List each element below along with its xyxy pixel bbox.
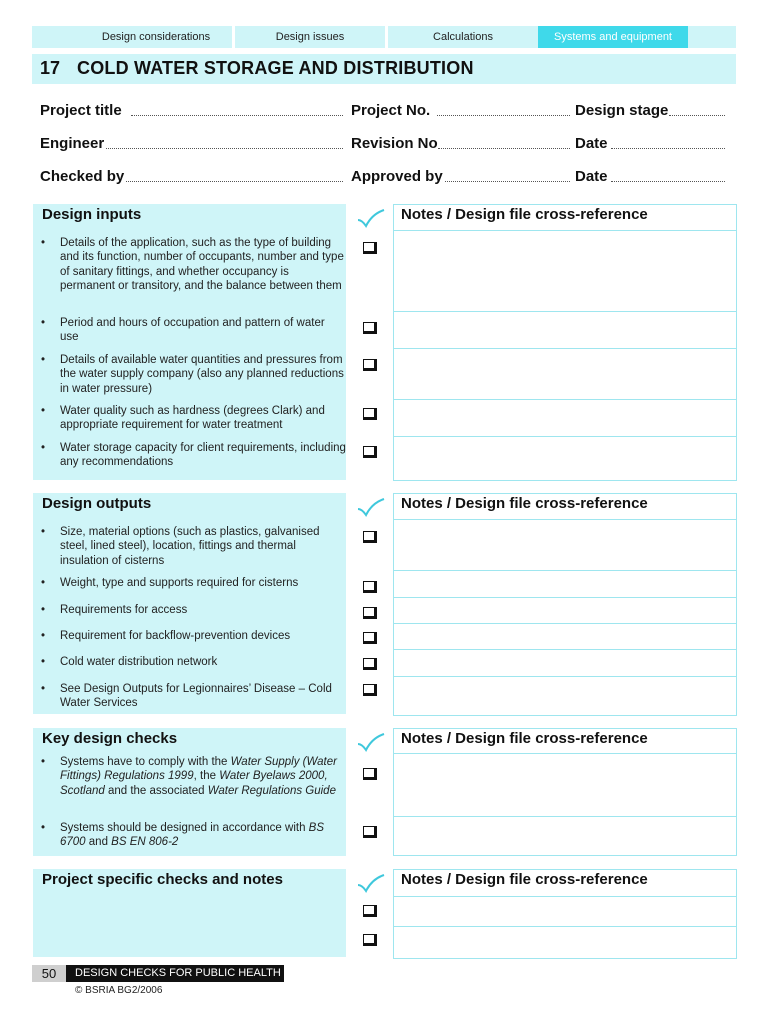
approved-by-label: Approved by — [351, 168, 443, 185]
checkbox[interactable] — [363, 632, 377, 644]
checkbox[interactable] — [363, 408, 377, 420]
notes-cell[interactable] — [394, 570, 736, 597]
revision-no-label: Revision No — [351, 135, 438, 152]
date-approved-field[interactable] — [611, 181, 725, 182]
notes-cell[interactable] — [394, 753, 736, 816]
tab-design-issues[interactable]: Design issues — [232, 26, 385, 48]
notes-heading: Notes / Design file cross-reference — [401, 206, 648, 223]
page-title-bar — [32, 54, 736, 84]
checkbox[interactable] — [363, 446, 377, 458]
checked-by-field[interactable] — [126, 181, 343, 182]
checkmark-icon — [356, 208, 386, 228]
checkmark-icon — [356, 873, 386, 893]
notes-cell[interactable] — [394, 816, 736, 856]
checkbox[interactable] — [363, 531, 377, 543]
tab-calculations[interactable]: Calculations — [385, 26, 538, 48]
date-field[interactable] — [611, 148, 725, 149]
notes-heading: Notes / Design file cross-reference — [401, 495, 648, 512]
date-label: Date — [575, 135, 608, 152]
checkbox[interactable] — [363, 684, 377, 696]
copyright: © BSRIA BG2/2006 — [75, 985, 163, 996]
notes-cell[interactable] — [394, 896, 736, 926]
notes-cell[interactable] — [394, 519, 736, 570]
engineer-label: Engineer — [40, 135, 105, 152]
section-tabs — [32, 26, 736, 48]
checkbox[interactable] — [363, 905, 377, 917]
tab-systems-and-equipment[interactable]: Systems and equipment — [538, 26, 688, 48]
checkbox[interactable] — [363, 934, 377, 946]
notes-heading: Notes / Design file cross-reference — [401, 730, 648, 747]
design-stage-field[interactable] — [669, 115, 725, 116]
notes-cell[interactable] — [394, 399, 736, 436]
checkbox[interactable] — [363, 581, 377, 593]
project-specific-notes — [393, 869, 737, 959]
design-inputs-panel: Design inputs • Details of the application, such as the type of building and its function, number of occupants, number and type of sanitary fittings, and whether occupancy is permanent or transitory, and the balance between them • Period and hours of occupation and pattern of water use • Details of available water quantities and pressures from the water supply company (also any planned reductions in water pressure) • Water quality such as hardness (degrees Clark) and appropriate requirement for water treatment • Water storage capacity for client requirements, including any recommendations — [33, 204, 346, 480]
notes-cell[interactable] — [394, 926, 736, 959]
notes-cell[interactable] — [394, 436, 736, 481]
checkmark-icon — [356, 732, 386, 752]
notes-cell[interactable] — [394, 597, 736, 623]
page-title: COLD WATER STORAGE AND DISTRIBUTION — [77, 58, 474, 78]
project-specific-panel — [33, 869, 346, 957]
design-outputs-panel: Design outputs • Size, material options (such as plastics, galvanised steel, lined steel), location, fittings and thermal insulation of cisterns • Weight, type and supports required for cisterns • Requirements for access • Requirement for backflow-prevention devices • Cold water distribution network • See Design Outputs for Legionnaires’ Disease – Cold Water Services — [33, 493, 346, 714]
design-stage-label: Design stage — [575, 102, 669, 119]
notes-cell[interactable] — [394, 230, 736, 311]
approved-by-field[interactable] — [445, 181, 570, 182]
checkbox[interactable] — [363, 322, 377, 334]
checkmark-icon — [356, 497, 386, 517]
project-title-field[interactable] — [131, 115, 343, 116]
project-no-field[interactable] — [437, 115, 570, 116]
notes-cell[interactable] — [394, 623, 736, 649]
notes-cell[interactable] — [394, 649, 736, 676]
checkbox[interactable] — [363, 607, 377, 619]
project-no-label: Project No. — [351, 102, 431, 119]
checked-by-label: Checked by — [40, 168, 125, 185]
project-specific-heading: Project specific checks and notes — [42, 871, 283, 888]
footer-title: DESIGN CHECKS FOR PUBLIC HEALTH — [66, 965, 284, 982]
design-inputs-heading: Design inputs — [42, 206, 142, 223]
design-outputs-heading: Design outputs — [42, 495, 152, 512]
chapter-number: 17 — [40, 58, 61, 78]
checkbox[interactable] — [363, 768, 377, 780]
tab-design-considerations[interactable]: Design considerations — [101, 31, 211, 43]
notes-cell[interactable] — [394, 676, 736, 716]
key-design-checks-panel: Key design checks • Systems have to comply with the Water Supply (Water Fittings) Regulations 1999, the Water Byelaws 2000, Scotland and the associated Water Regulations Guide • Systems should be designed in accordance with BS 6700 and BS EN 806-2 — [33, 728, 346, 856]
design-inputs-notes — [393, 204, 737, 481]
date-approved-label: Date — [575, 168, 608, 185]
page-number: 50 — [32, 965, 66, 982]
revision-no-field[interactable] — [438, 148, 570, 149]
project-title-label: Project title — [40, 102, 122, 119]
notes-cell[interactable] — [394, 348, 736, 399]
notes-heading: Notes / Design file cross-reference — [401, 871, 648, 888]
key-checks-notes — [393, 728, 737, 856]
checkbox[interactable] — [363, 826, 377, 838]
engineer-field[interactable] — [106, 148, 343, 149]
design-outputs-notes — [393, 493, 737, 716]
checkbox[interactable] — [363, 359, 377, 371]
checkbox[interactable] — [363, 242, 377, 254]
checkbox[interactable] — [363, 658, 377, 670]
notes-cell[interactable] — [394, 311, 736, 348]
key-design-checks-heading: Key design checks — [42, 730, 178, 747]
